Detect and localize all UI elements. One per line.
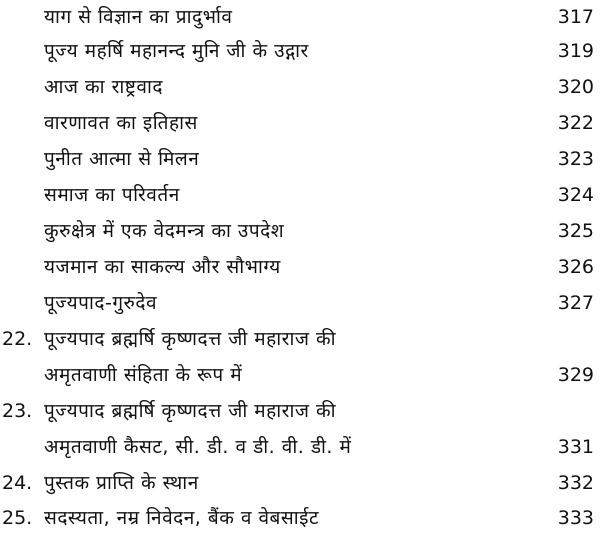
toc-entry <box>0 2 600 32</box>
entry-page: 327 <box>557 292 594 314</box>
toc-entry <box>0 144 600 174</box>
entry-title: कुरुक्षेत्र में एक वेदमन्त्र का उपदेश <box>44 220 285 242</box>
entry-page: 325 <box>557 220 594 242</box>
entry-title: अमृतवाणी संहिता के रूप में <box>44 364 243 386</box>
entry-title: वारणावत का इतिहास <box>44 112 198 134</box>
entry-title: पूज्य महर्षि महानन्द मुनि जी के उद्गार <box>44 40 309 62</box>
toc-entry-continuation <box>0 432 600 462</box>
entry-page: 323 <box>557 148 594 170</box>
toc-entry <box>0 288 600 318</box>
entry-number: 22. <box>2 328 33 350</box>
entry-title: सदस्यता, नम्र निवेदन, बैंक व वेबसाईट <box>44 507 320 529</box>
entry-page: 333 <box>557 507 594 529</box>
entry-title: पुस्तक प्राप्ति के स्थान <box>44 472 199 494</box>
entry-title: पूज्यपाद-गुरुदेव <box>44 292 158 314</box>
toc-entry <box>0 468 600 498</box>
toc-entry <box>0 396 600 426</box>
entry-page: 319 <box>557 40 594 62</box>
entry-title: समाज का परिवर्तन <box>44 184 180 206</box>
entry-number: 23. <box>2 400 33 422</box>
entry-page: 317 <box>557 6 594 28</box>
entry-page: 331 <box>557 436 594 458</box>
entry-page: 320 <box>557 76 594 98</box>
entry-page: 332 <box>557 472 594 494</box>
entry-title: अमृतवाणी कैसट, सी. डी. व डी. वी. डी. में <box>44 436 352 458</box>
entry-title: यजमान का साकल्य और सौभाग्य <box>44 256 281 278</box>
entry-number: 25. <box>2 507 33 529</box>
toc-entry <box>0 252 600 282</box>
entry-page: 322 <box>557 112 594 134</box>
toc-entry <box>0 108 600 138</box>
entry-page: 326 <box>557 256 594 278</box>
toc-entry <box>0 180 600 210</box>
toc-entry <box>0 72 600 102</box>
entry-title: आज का राष्ट्रवाद <box>44 76 163 98</box>
entry-title: याग से विज्ञान का प्रादुर्भाव <box>44 6 233 28</box>
entry-title: पूज्यपाद ब्रह्मर्षि कृष्णदत्त जी महाराज की <box>44 400 337 422</box>
entry-page: 329 <box>557 364 594 386</box>
entry-page: 324 <box>557 184 594 206</box>
toc-entry <box>0 503 600 533</box>
toc-entry <box>0 36 600 66</box>
toc-entry <box>0 216 600 246</box>
entry-title: पूज्यपाद ब्रह्मर्षि कृष्णदत्त जी महाराज की <box>44 328 337 350</box>
entry-number: 24. <box>2 472 33 494</box>
entry-title: पुनीत आत्मा से मिलन <box>44 148 200 170</box>
toc-entry <box>0 324 600 354</box>
toc-entry-continuation <box>0 360 600 390</box>
